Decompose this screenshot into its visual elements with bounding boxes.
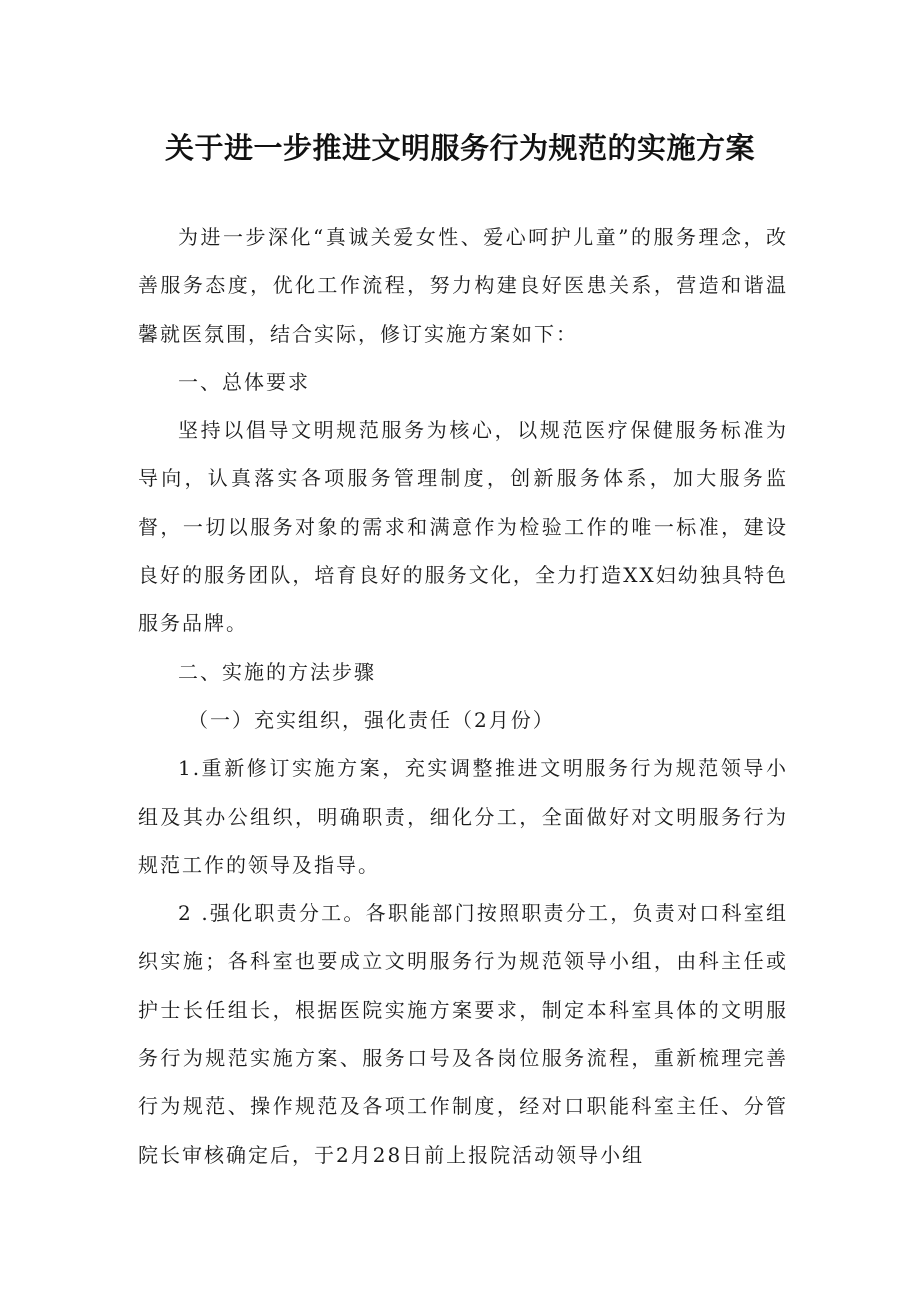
item-1-paragraph: 1.重新修订实施方案，充实调整推进文明服务行为规范领导小组及其办公组织，明确职责，细化分工，全面做好对文明服务行为规范工作的领导及指导。 bbox=[138, 756, 788, 877]
item-2-paragraph: 2 .强化职责分工。各职能部门按照职责分工，负责对口科室组织实施；各科室也要成立文明服务行为规范领导小组，由科主任或护士长任组长，根据医院实施方案要求，制定本科室具体的文明服务行为规范实施方案、服务口号及各岗位服务流程，重新梳理完善行为规范、操作规范及各项工作制度，经对口职能科室主任、分管院长审核确定后，于2月28日前上报院活动领导小组 bbox=[138, 901, 788, 1167]
section-heading-implementation-steps: 二、实施的方法步骤 bbox=[178, 659, 376, 684]
section-heading-general-requirements: 一、总体要求 bbox=[178, 369, 310, 394]
intro-paragraph: 为进一步深化“真诚关爱女性、爱心呵护儿童”的服务理念，改善服务态度，优化工作流程，努力构建良好医患关系，营造和谐温馨就医氛围，结合实际，修订实施方案如下： bbox=[138, 225, 788, 346]
document-body bbox=[138, 213, 788, 1179]
general-requirements-paragraph: 坚持以倡导文明规范服务为核心，以规范医疗保健服务标准为导向，认真落实各项服务管理制度，创新服务体系，加大服务监督，一切以服务对象的需求和满意作为检验工作的唯一标准，建设良好的服务团队，培育良好的服务文化，全力打造XX妇幼独具特色服务品牌。 bbox=[138, 418, 788, 636]
subsection-heading-organization: （一）充实组织，强化责任（2月份） bbox=[188, 707, 555, 732]
document-title: 关于进一步推进文明服务行为规范的实施方案 bbox=[164, 131, 755, 165]
